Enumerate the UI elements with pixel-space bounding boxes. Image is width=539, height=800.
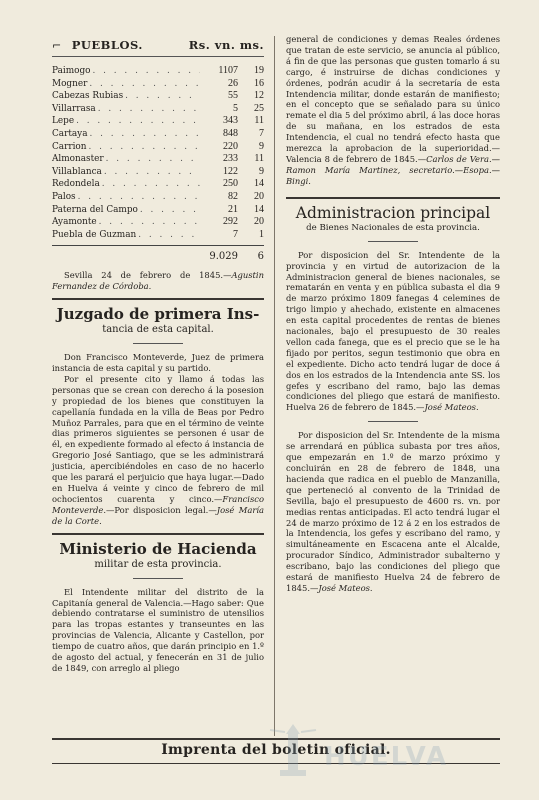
amount-maravedis: 14	[254, 178, 264, 190]
town-name: Lepe	[52, 116, 75, 127]
sevilla-note-signer: Agustin Fernandez de Córdoba.	[52, 270, 264, 292]
amount-reales: 1107	[218, 65, 238, 76]
amount-reales: 220	[223, 140, 238, 152]
amount-reales: 292	[223, 216, 238, 228]
leader-dots	[89, 79, 200, 89]
town-name: Mogner	[52, 78, 88, 89]
total-ms: 6	[257, 251, 264, 263]
amount-reales: 250	[223, 178, 238, 190]
administracion-para-1-text: Por disposicion del Sr. Intendente de la provincia y en virtud de autorizacion de la Administracion general de bienes nacionales, se rematarán en venta y en pública subasta el dia 9 de marzo próximo 1809 fanegas 4 celemines de trigo limpio y ahechado, existente en almacenes en esta capital procedentes de rentas de bienes nacionales, bajo el presupuesto de 30 reales vellon cada fanega, que es el precio que se le ha fijado por peritos, segun testimonio que obra en el expediente. Dicho acto tendrá lugar de doce á dos en los estrados de la Intendencia ante SS. los gefes y escribano del ramo, bajo las demas condiciones del pliego que estará de manifiesto. Huelva 26 de febrero de 1845.—	[286, 249, 500, 413]
leader-dots	[76, 116, 200, 126]
administracion-para-2	[286, 430, 500, 594]
sevilla-note	[52, 270, 264, 292]
juzgado-body	[52, 374, 264, 527]
ministerio-subtitle: militar de esta provincia.	[94, 558, 222, 570]
table-row	[52, 78, 264, 91]
imprint-text: Imprenta del boletin oficial.	[161, 742, 391, 758]
amount-reales: 848	[223, 127, 238, 139]
section-divider	[52, 533, 264, 535]
administracion-subtitle: de Bienes Nacionales de esta provincia.	[306, 222, 480, 233]
ministerio-continuation-text: general de condiciones y demas Reales órdenes que tratan de este servicio, se anuncia al público, á fin de que las personas que gusten tomarlo á su cargo, é instruirse de dichas condiciones y órdenes, podrán acudir á la secretaría de esta Intendencia militar, donde estarán de manifiesto; en el concepto que se señalado para su único remate el dia 5 del próximo abril, á las doce horas de su mañana, en los estrados de esta Intendencia, el cual no tendrá efecto hasta que merezca la aprobacion de la superioridad.—Valencia 8 de febrero de 1845.—	[286, 34, 500, 164]
amount-maravedis: 19	[254, 65, 264, 76]
juzgado-subtitle: tancia de esta capital.	[102, 324, 214, 336]
town-name: Villarrasa	[52, 103, 96, 114]
ministerio-continuation	[286, 34, 500, 187]
amount-maravedis: 14	[254, 203, 264, 215]
ministerio-body: El Intendente militar del distrito de la Capitanía general de Valencia.—Hago saber: Que debiendo contratarse el suministro de utensilios para las tropas estantes y transeuntes en las provincias de Valencia, Alicante y Castellon, por tiempo de cuatro años, que darán principio en 1.º de agosto del actual, y fenecerán en 31 de julio de 1849, con arreglo al pliego	[52, 586, 264, 673]
administracion-title: Administracion principal	[295, 203, 491, 222]
leader-dots	[125, 91, 200, 101]
town-name: Paimogo	[52, 66, 91, 76]
table-row	[52, 141, 264, 154]
table-row	[52, 103, 264, 116]
town-name: Carrion	[52, 141, 87, 152]
amount-reales: 55	[228, 90, 238, 102]
leader-dots	[93, 66, 201, 76]
juzgado-intro: Don Francisco Monteverde, Juez de primera instancia de esta capital y su partido.	[52, 352, 264, 374]
ministerio-title: Ministerio de Hacienda	[59, 539, 257, 558]
table-total	[52, 245, 264, 262]
amount-maravedis: 12	[254, 90, 264, 102]
amount-reales: 233	[223, 153, 238, 165]
amount-maravedis: 1	[259, 228, 264, 240]
town-name: Puebla de Guzman	[52, 229, 137, 240]
col-header-town: PUEBLOS.	[71, 38, 143, 52]
col-header-amount: Rs. vn. ms.	[188, 38, 264, 52]
amount-maravedis: 9	[259, 165, 264, 177]
table-row	[52, 178, 264, 191]
table-row	[52, 216, 264, 229]
juzgado-title: Juzgado de primera Ins-	[56, 305, 260, 324]
amount-reales: 82	[228, 190, 238, 202]
town-name: Villablanca	[52, 166, 102, 177]
administracion-signer-1: José Mateos.	[424, 402, 479, 413]
leader-dots	[98, 104, 200, 114]
sevilla-note-text: Sevilla 24 de febrero de 1845.—	[64, 270, 232, 281]
town-name: Almonaster	[52, 154, 104, 165]
left-column	[52, 34, 264, 674]
table-row	[52, 128, 264, 141]
short-divider	[368, 241, 418, 242]
table-row	[52, 153, 264, 166]
town-name: Cabezas Rubias	[52, 91, 124, 102]
juzgado-body-text: Por el presente cito y llamo á todas las personas que se crean con derecho á la posesion y propiedad de los bienes que constituyen la capellanía fundada en la villa de Beas por Pedro Muñoz Parrales, para que en el término de veinte dias primeros siguientes se personen é usar de él, en expediente formado al efecto á instancia de Gregorio José Santiago, que se les administrará justicia, apercibiéndoles en caso de no hacerlo que les parará el perjuicio que haya lugar.—Dado en Huelva á veinte y cinco de febrero de mil ochocientos cuarenta y cinco.—	[52, 373, 264, 504]
amount-maravedis: 9	[259, 140, 264, 152]
leader-dots	[99, 217, 200, 227]
amount-reales: 26	[228, 77, 238, 89]
right-column	[286, 34, 500, 594]
town-name: Ayamonte	[52, 217, 97, 228]
column-divider	[274, 36, 275, 736]
table-row	[52, 115, 264, 128]
leader-dots	[90, 129, 201, 139]
lighthouse-emblem-icon	[268, 720, 318, 778]
juzgado-signer-1: Francisco Monteverde.	[52, 493, 264, 515]
amount-reales: 122	[223, 165, 238, 177]
leader-dots	[78, 192, 200, 202]
amount-maravedis: 7	[259, 127, 264, 139]
section-divider	[286, 197, 500, 199]
amount-reales: 343	[223, 115, 238, 127]
section-divider	[52, 298, 264, 300]
table-row	[52, 65, 264, 78]
amount-reales: 5	[233, 102, 238, 114]
amount-maravedis: 11	[254, 153, 264, 165]
leader-dots	[104, 167, 200, 177]
amount-maravedis: 20	[254, 216, 264, 228]
juzgado-mid: —Por disposicion legal.—	[106, 504, 217, 515]
amount-maravedis: 20	[254, 190, 264, 202]
administracion-para-2-text: Por disposicion del Sr. Intendente de la misma se arrendará en pública subasta por tres años, que empezarán en 1.º de marzo próximo y concluirán en 28 de febrero de 1848, una hacienda que radica en el pueblo de Manzanilla, que perteneció al convento de la Trinidad de Sevilla, bajo el presupuesto de 4600 rs. vn. por medias rentas anticipadas. El acto tendrá lugar el 24 de marzo próximo de 12 á 2 en los estrados de la Intendencia, los gefes y escribano del ramo, y simultáneamente en Escacena ante el Alcalde, procurador Síndico, Administrador subalterno y escribano, bajo las condiciones del pliego que estará de manifiesto Huelva 24 de febrero de 1845.—	[286, 430, 500, 593]
archive-watermark	[268, 720, 488, 780]
juzgado-signer-2: José María de la Corte.	[52, 504, 264, 526]
table-row	[52, 166, 264, 179]
table-row	[52, 229, 264, 242]
short-divider	[133, 578, 183, 579]
amount-maravedis: 11	[254, 115, 264, 127]
administracion-signer-2: José Mateos.	[318, 582, 373, 593]
ministerio-signers: Carlos de Vera.—Ramon María Martinez, secretario.—Esopa.—Bingi.	[286, 153, 500, 186]
leader-dots	[140, 205, 200, 215]
leader-dots	[88, 142, 200, 152]
amount-reales: 7	[233, 228, 238, 240]
leader-dots	[102, 179, 200, 189]
watermark-text: HUELVA	[324, 742, 449, 772]
table-row	[52, 191, 264, 204]
amount-maravedis: 16	[254, 77, 264, 89]
corner-mark-icon: ⌐	[52, 39, 62, 52]
pueblos-table	[52, 65, 264, 241]
table-row	[52, 90, 264, 103]
table-row	[52, 204, 264, 217]
leader-dots	[138, 230, 200, 240]
short-divider	[133, 343, 183, 344]
amount-reales: 21	[228, 203, 238, 215]
town-name: Palos	[52, 191, 76, 202]
town-name: Cartaya	[52, 128, 88, 139]
amount-maravedis: 25	[254, 102, 264, 114]
short-divider	[368, 421, 418, 422]
town-name: Paterna del Campo	[52, 204, 138, 215]
town-name: Redondela	[52, 179, 100, 190]
administracion-para-1	[286, 250, 500, 414]
leader-dots	[106, 154, 200, 164]
total-rs: 9.029	[209, 251, 238, 263]
table-header	[52, 38, 264, 57]
